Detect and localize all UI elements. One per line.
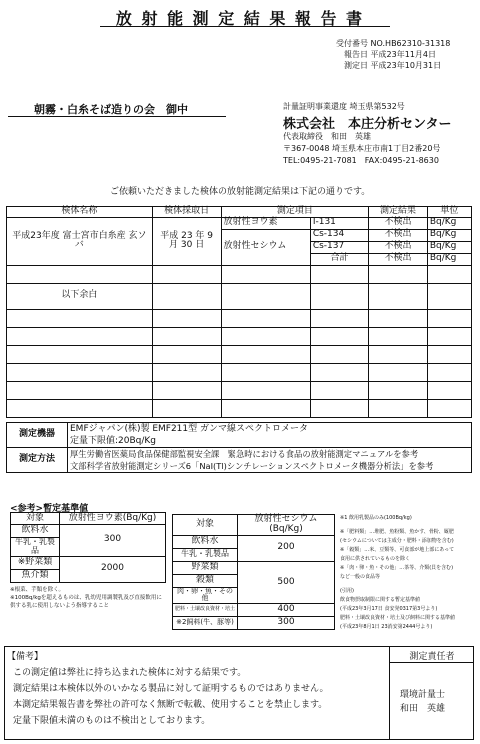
unit-total: Bq/Kg xyxy=(427,253,471,265)
side-note: (セシウムについては主成分・肥料・添加物を含む) xyxy=(340,538,454,544)
iodine-row xyxy=(11,556,166,569)
company-address: 〒367-0048 埼玉県本庄市南1丁目2番20号 xyxy=(283,144,441,153)
cesium-value-feed: 300 xyxy=(238,617,335,630)
results-table xyxy=(6,206,472,418)
remarks-title: 【備考】 xyxy=(7,652,44,662)
meta-receipt: 受付番号 NO.HB62310-31318 xyxy=(336,39,451,48)
unit-cs134: Bq/Kg xyxy=(427,229,471,241)
iodine-header-row xyxy=(11,513,166,525)
method-label: 測定方法 xyxy=(7,448,68,473)
remark-line: この測定値は弊社に持ち込まれた検体に対する結果です。 xyxy=(13,668,247,678)
cesium-row xyxy=(173,535,335,548)
iodine-target: 飲料水 xyxy=(11,525,60,538)
instrument-row xyxy=(7,423,472,448)
company-tel: TEL:0495-21-7081 FAX:0495-21-8630 xyxy=(283,156,439,165)
cesium-reference-table xyxy=(172,514,335,630)
unit-i131: Bq/Kg xyxy=(427,217,471,229)
empty-row xyxy=(7,265,472,283)
meta-measure-date: 測定日 平成23年10月31日 xyxy=(344,61,442,70)
method-cell xyxy=(68,448,472,473)
title-underline xyxy=(100,26,390,27)
nuclide-cs134: Cs-134 xyxy=(310,229,369,241)
method-line1: 厚生労働省医薬局食品保健部監視安全課 緊急時における食品の放射能測定マニュアルを参考 xyxy=(70,449,419,459)
empty-row xyxy=(7,381,472,399)
company-name: 株式会社 本庄分析センター xyxy=(283,117,452,132)
result-cs137: 不検出 xyxy=(369,241,428,253)
iodine-header-value: 放射性ヨウ素(Bq/Kg) xyxy=(60,513,166,525)
method-table xyxy=(6,422,472,473)
cesium-row xyxy=(173,617,335,630)
method-row xyxy=(7,448,472,473)
iodine-value-veg: 2000 xyxy=(60,556,166,582)
cesium-target: 野菜類 xyxy=(173,561,238,574)
responsible-name: 和田 英雄 xyxy=(400,704,446,714)
side-note: ※「肥料類」…堆肥、魚粉類、魚かす、骨粉、厩肥 xyxy=(340,529,454,535)
iodine-target: 魚介類 xyxy=(11,569,60,582)
cesium-value-fertilizer: 400 xyxy=(238,604,335,617)
result-row-i131 xyxy=(7,217,472,229)
results-header-row xyxy=(7,207,472,218)
remarks-box xyxy=(4,646,474,740)
iodine-note2: ※100Bq/kgを超えるものは、乳幼児用調製乳及び直接飲用に供する乳に使用しないよう指導すること xyxy=(10,595,162,609)
side-note: 肥料・土壌改良資材・培土及び飼料に関する基準値 xyxy=(340,615,456,621)
iodine-target: ※野菜類 xyxy=(11,556,60,569)
remainder-row xyxy=(7,283,472,309)
result-cs134: 不検出 xyxy=(369,229,428,241)
cesium-value-food: 500 xyxy=(238,561,335,603)
side-note: ※「肉・卵・魚・その他」…茶等、介類(貝を含む) xyxy=(340,565,454,571)
empty-row xyxy=(7,327,472,345)
cesium-header-value: 放射性セシウム(Bq/Kg) xyxy=(238,515,335,536)
cesium-target: 牛乳・乳製品 xyxy=(173,548,238,561)
cesium-header-row xyxy=(173,515,335,536)
company-cert: 計量証明事業還度 埼玉県第532号 xyxy=(283,102,405,111)
remainder-text: 以下余白 xyxy=(7,283,153,309)
side-note: 食用に供されているものを除く xyxy=(340,556,411,562)
iodine-reference-table xyxy=(10,512,166,583)
header-measure-item: 測定項目 xyxy=(221,207,369,218)
side-note: ※1 飲用乳製品のみ(100Bq/kg) xyxy=(340,515,412,521)
side-note: (平成23年8月1日 23消安第2444号より) xyxy=(340,624,433,630)
header-sample-name: 検体名称 xyxy=(7,207,153,218)
sample-date: 平成 23 年 9 月 30 日 xyxy=(152,217,221,265)
cesium-row xyxy=(173,604,335,617)
remarks-lines xyxy=(13,665,329,729)
instrument-line1: EMFジャパン(株)製 EMF211型 ガンマ線スペクトロメータ xyxy=(70,424,309,434)
empty-row xyxy=(7,399,472,417)
empty-row xyxy=(7,363,472,381)
instrument-cell xyxy=(68,423,472,448)
result-i131: 不検出 xyxy=(369,217,428,229)
iodine-header-target: 対象 xyxy=(11,513,60,525)
side-note: など一般の食品等 xyxy=(340,574,381,580)
nuclide-i131: I-131 xyxy=(310,217,369,229)
responsible-box xyxy=(389,647,474,739)
cesium-row xyxy=(173,561,335,574)
side-note: (引用) xyxy=(340,588,354,594)
header-unit: 単位 xyxy=(427,207,471,218)
empty-row xyxy=(7,345,472,363)
company-rep: 代表取締役 和田 英雄 xyxy=(283,132,371,141)
side-note: 飲食物摂取制限に関する暫定基準値 xyxy=(340,597,421,603)
method-line2: 文部科学省放射能測定シリーズ6「NaI(Tl)シンチレーションスペクトロメータ機器分析法」を参考 xyxy=(70,461,434,471)
sample-name: 平成23年度 富士宮市白糸産 玄ソバ xyxy=(7,217,153,265)
header-sample-date: 検体採取日 xyxy=(152,207,221,218)
cesium-value-water: 200 xyxy=(238,535,335,561)
item-iodine: 放射性ヨウ素 xyxy=(221,217,310,229)
header-result: 測定結果 xyxy=(369,207,428,218)
intro-text: ご依頼いただきました検体の放射能測定結果は下記の通りです。 xyxy=(110,187,371,197)
iodine-notes xyxy=(10,586,166,610)
iodine-row xyxy=(11,525,166,538)
responsible-title: 測定責任者 xyxy=(409,652,455,662)
remark-line: 定量下限値未満のものは不検出としております。 xyxy=(13,716,211,726)
cesium-header-target: 対象 xyxy=(173,515,238,536)
responsible-role: 環境計量士 xyxy=(400,690,446,700)
cesium-target: ※2飼料(牛、豚等) xyxy=(173,617,238,630)
iodine-note: ※根菜、芋類を除く。 xyxy=(10,587,64,593)
cesium-target: 穀類 xyxy=(173,574,238,587)
client-underline xyxy=(8,116,226,117)
cesium-target: 飲料水 xyxy=(173,535,238,548)
remark-line: 本測定結果報告書を弊社の許可なく無断で転載、使用することを禁止します。 xyxy=(13,700,328,710)
iodine-value-water: 300 xyxy=(60,525,166,557)
reference-title: <参考>暫定基準値 xyxy=(10,504,89,514)
meta-report-date: 報告日 平成23年11月4日 xyxy=(344,50,436,59)
side-note: ※「穀類」…米、豆類等、可食部が地上部にあって xyxy=(340,547,455,553)
nuclide-total: 合計 xyxy=(310,253,369,265)
unit-cs137: Bq/Kg xyxy=(427,241,471,253)
cesium-target: 肥料・土壌改良資材・培土 xyxy=(173,604,238,617)
cesium-target: 肉・卵・魚・その他 xyxy=(173,587,238,603)
meta-block xyxy=(300,38,450,71)
responsible-divider xyxy=(390,662,474,663)
result-total: 不検出 xyxy=(369,253,428,265)
side-note: (平成23年3月17日 食安発0317第3号より) xyxy=(340,606,438,612)
client-name: 朝霧・白糸そば造りの会 御中 xyxy=(34,103,188,116)
remark-line: 測定結果は本検体以外のいかなる製品に対して証明するものではありません。 xyxy=(13,684,329,694)
document-title: 放 射 能 測 定 結 果 報 告 書 xyxy=(115,9,365,28)
nuclide-cs137: Cs-137 xyxy=(310,241,369,253)
instrument-label: 測定機器 xyxy=(7,423,68,448)
reference-side-notes xyxy=(340,514,476,632)
item-cesium: 放射性セシウム xyxy=(221,229,310,265)
iodine-target: 牛乳・乳製品 xyxy=(11,538,60,557)
instrument-line2: 定量下限値:20Bq/Kg xyxy=(70,436,157,446)
empty-row xyxy=(7,309,472,327)
